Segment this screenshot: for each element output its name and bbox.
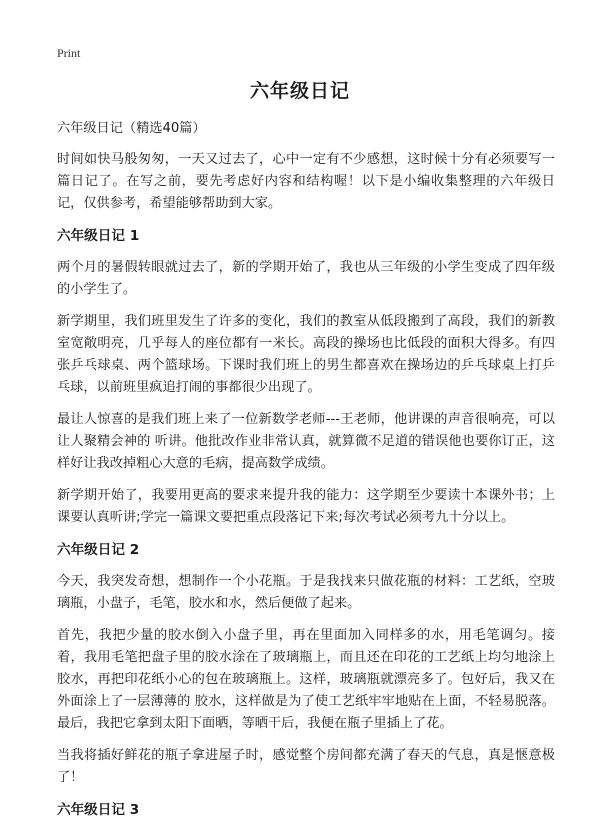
- section-heading: 六年级日记 3: [57, 802, 140, 818]
- paragraph: 今天，我突发奇想，想制作一个小花瓶。于是我找来只做花瓶的材料：工艺纸，空玻璃瓶，小盘子，毛笔，胶水和水，然后便做了起来。: [57, 574, 555, 611]
- section-heading: 六年级日记 1: [57, 228, 140, 244]
- paragraph: 首先，我把少量的胶水倒入小盘子里，再在里面加入同样多的水，用毛笔调匀。接着，我用毛笔把盘子里的胶水涂在了玻璃瓶上，而且还在印花的工艺纸上均匀地涂上胶水，再把印花纸小心的包在玻璃瓶上。这样，玻璃瓶就漂亮多了。包好后，我又在外面涂上了一层薄薄的 胶水，这样做是为了使工艺纸牢牢地贴在上面，不轻易脱落。最后，我把它拿到太阳下面晒，等晒干后，我便在瓶子里插上了花。: [57, 628, 555, 731]
- paragraph: 最让人惊喜的是我们班上来了一位新数学老师---王老师，他讲课的声音很响亮，可以让人聚精会神的 听讲。他批改作业非常认真，就算微不足道的错误他也要你订正，这样好让我改掉粗心大意的毛病，提高数学成绩。: [57, 412, 555, 471]
- paragraph: 新学期开始了，我要用更高的要求来提升我的能力：这学期至少要读十本课外书；上课要认真听讲;学完一篇课文要把重点段落记下来;每次考试必须考九十分以上。: [57, 488, 555, 525]
- paragraph: 两个月的暑假转眼就过去了，新的学期开始了，我也从三年级的小学生变成了四年级的小学生了。: [57, 260, 555, 297]
- intro-paragraph: 时间如快马般匆匆，一天又过去了，心中一定有不少感想，这时候十分有必须要写一篇日记了。在写之前，要先考虑好内容和结构喔！以下是小编收集整理的六年级日记，仅供参考，希望能够帮助到大家。: [57, 152, 555, 211]
- article-body: [57, 118, 555, 831]
- page-title: 六年级日记: [249, 80, 350, 102]
- article-subtitle: 六年级日记（精选40篇）: [57, 121, 206, 136]
- paragraph: 新学期里，我们班里发生了许多的变化，我们的教室从低段搬到了高段，我们的新教室宽敞明亮，几乎每人的座位都有一米长。高段的操场也比低段的面积大得多。有四张乒乓球桌、两个篮球场。下课时我们班上的男生都喜欢在操场边的乒乓球桌上打乒乓球，以前班里疯追打闹的事都很少出现了。: [57, 314, 555, 395]
- section-heading: 六年级日记 2: [57, 542, 140, 558]
- print-link[interactable]: Print: [57, 46, 81, 60]
- paragraph: 当我将插好鲜花的瓶子拿进屋子时，感觉整个房间都充满了春天的气息，真是惬意极了！: [57, 748, 555, 785]
